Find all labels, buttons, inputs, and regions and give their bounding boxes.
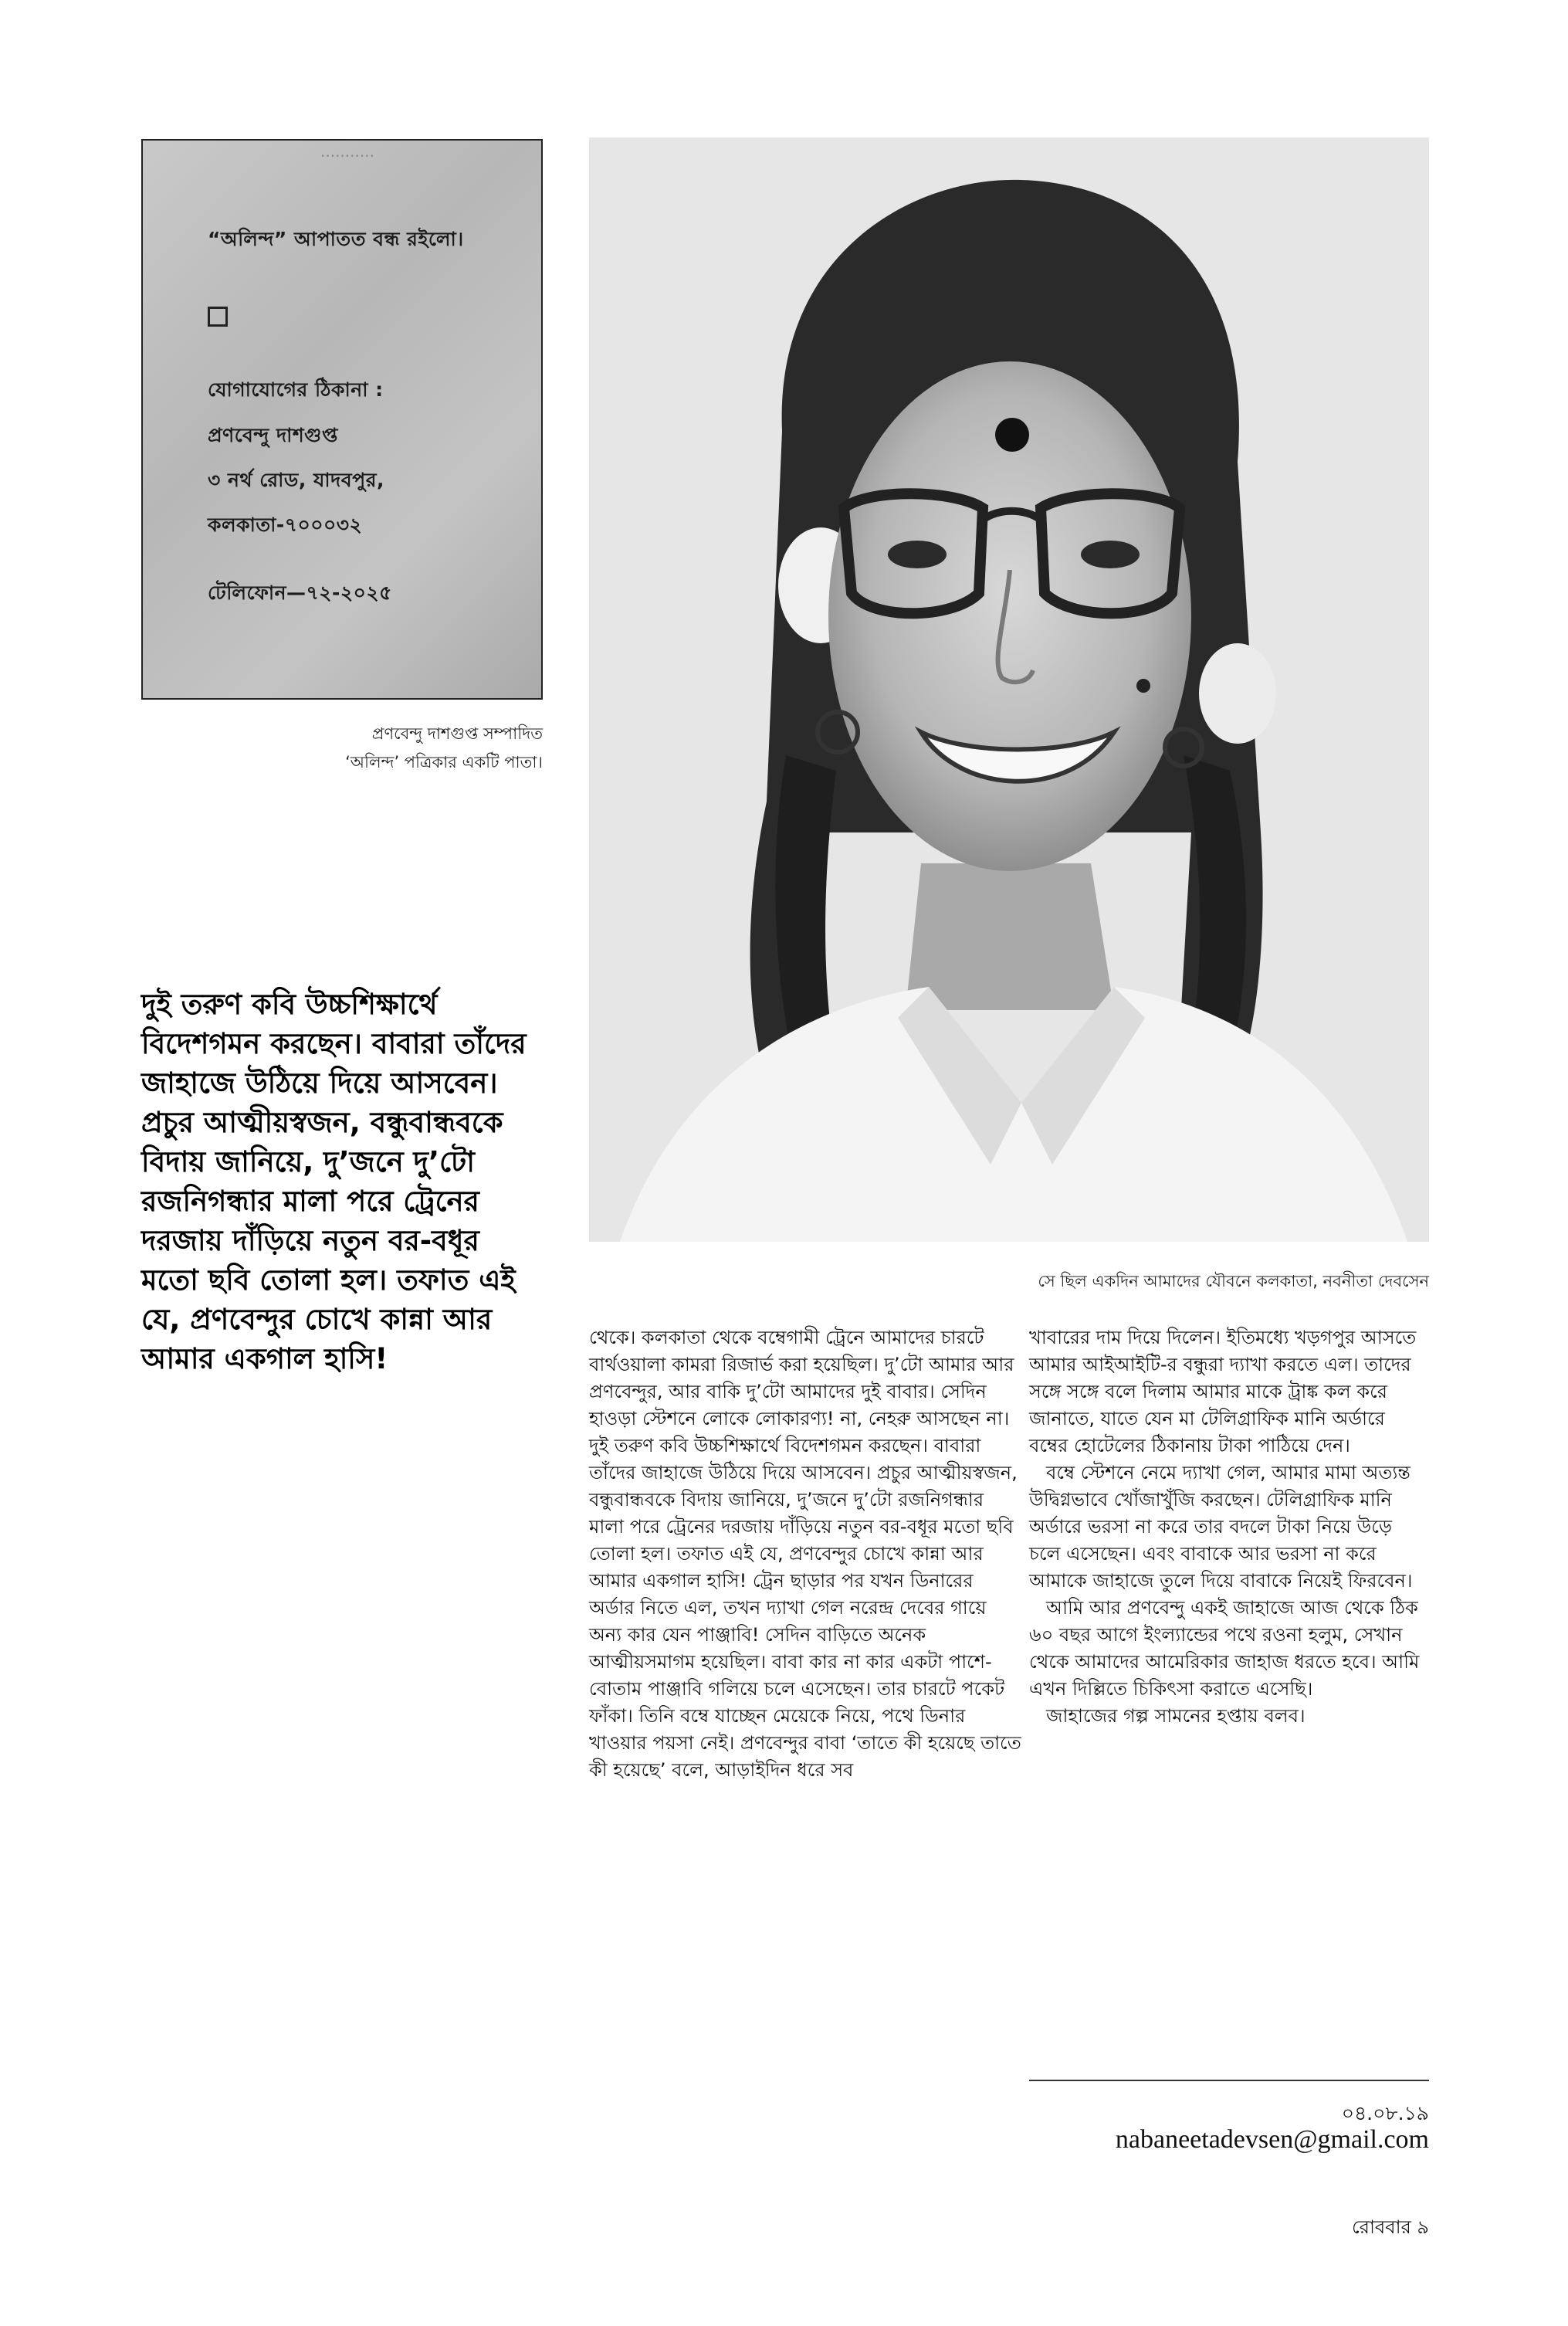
column-2-paragraph-3: আমি আর প্রণবেন্দু একই জাহাজে আজ থেকে ঠিক ৬০ বছর আগে ইংল্যান্ডের পথে রওনা হলুম, সেখান থেকে আমাদের আমেরিকার জাহাজ ধরতে হবে। আমি এখন দিল্লিতে চিকিৎসা করাতে এসেছি। <box>1029 1597 1420 1700</box>
portrait-caption: সে ছিল একদিন আমাদের যৌবনে কলকাতা, নবনীতা দেবসেন <box>1038 1272 1429 1290</box>
clipping-caption-line-2: ‘অলিন্দ’ পত্রিকার একটি পাতা। <box>345 753 543 771</box>
closing-rule <box>1029 2080 1429 2081</box>
clipping-line-2: যোগাযোগের ঠিকানা : <box>208 378 384 401</box>
portrait-illustration <box>589 137 1429 1242</box>
portrait-photo <box>589 137 1429 1242</box>
clipping-faint-text: ··········· <box>320 147 374 165</box>
clipping-caption-line-1: প্রণবেন্দু দাশগুপ্ত সম্পাদিত <box>371 724 543 743</box>
clipping-line-5: কলকাতা-৭০০০৩২ <box>208 514 363 536</box>
author-email[interactable]: nabaneetadevsen@gmail.com <box>1115 2125 1429 2154</box>
column-2-paragraph-2: বম্বে স্টেশনে নেমে দ্যাখা গেল, আমার মামা অত্যন্ত উদ্বিগ্নভাবে খোঁজাখুঁজি করছেন। টেলিগ্রাফিক মানি অর্ডারে ভরসা না করে তার বদলে টাকা নিয়ে উড়ে চলে এসেছেন। এবং বাবাকে আর ভরসা না করে আমাকে জাহাজে তুলে দিয়ে বাবাকে নিয়েই ফিরবেন। <box>1029 1462 1413 1592</box>
article-column-1 <box>589 1324 1021 1784</box>
clipping-line-6: টেলিফোন—৭২-২০২৫ <box>208 582 392 604</box>
clipping-photo <box>141 139 543 700</box>
clipping-caption <box>141 720 543 777</box>
column-1-paragraph-1: থেকে। কলকাতা থেকে বম্বেগামী ট্রেনে আমাদের চারটে বার্থওয়ালা কামরা রিজার্ভ করা হয়েছিল। দু’টো আমার আর প্রণবেন্দুর, আর বাকি দু’টো আমাদের দুই বাবার। সেদিন হাওড়া স্টেশনে লোকে লোকারণ্য! না, নেহরু আসছেন না। দুই তরুণ কবি উচ্চশিক্ষার্থে বিদেশগমন করছেন। বাবারা তাঁদের জাহাজে উঠিয়ে দিয়ে আসবেন। প্রচুর আত্মীয়স্বজন, বন্ধুবান্ধবকে বিদায় জানিয়ে, দু’জনে দু’টো রজনিগন্ধার মালা পরে ট্রেনের দরজায় দাঁড়িয়ে নতুন বর-বধূর মতো ছবি তোলা হল। তফাত এই যে, প্রণবেন্দুর চোখে কান্না আর আমার একগাল হাসি! ট্রেন ছাড়ার পর যখন ডিনারের অর্ডার নিতে এল, তখন দ্যাখা গেল নরেন্দ্র দেবের গায়ে অন্য কার যেন পাঞ্জাবি! সেদিন বাড়িতে অনেক আত্মীয়সমাগম হয়েছিল। বাবা কার না কার একটা পাশে-বোতাম পাঞ্জাবি গলিয়ে চলে এসেছেন। তার চারটে পকেট ফাঁকা। তিনি বম্বে যাচ্ছেন মেয়েকে নিয়ে, পথে ডিনার খাওয়ার পয়সা নেই। প্রণবেন্দুর বাবা ‘তাতে কী হয়েছে তাতে কী হয়েছে’ বলে, আড়াইদিন ধরে সব <box>589 1327 1021 1781</box>
pull-quote: দুই তরুণ কবি উচ্চশিক্ষার্থে বিদেশগমন করছেন। বাবারা তাঁদের জাহাজে উঠিয়ে দিয়ে আসবেন। প্রচুর আত্মীয়স্বজন, বন্ধুবান্ধবকে বিদায় জানিয়ে, দু’জনে দু’টো রজনিগন্ধার মালা পরে ট্রেনের দরজায় দাঁড়িয়ে নতুন বর-বধূর মতো ছবি তোলা হল। তফাত এই যে, প্রণবেন্দুর চোখে কান্না আর আমার একগাল হাসি! <box>141 988 527 1375</box>
article-column-2 <box>1029 1324 1429 1730</box>
page-folio: রোববার ৯ <box>1352 2216 1429 2238</box>
clipping-line-4: ৩ নর্থ রোড, যাদবপুর, <box>208 469 384 491</box>
clipping-line-1: “অলিন্দ” আপাতত বন্ধ রইলো। <box>208 228 464 250</box>
clipping-checkbox-mark <box>208 307 228 327</box>
clipping-line-3: প্রণবেন্দু দাশগুপ্ত <box>208 424 338 446</box>
column-2-paragraph-1: খাবারের দাম দিয়ে দিলেন। ইতিমধ্যে খড়গপুর আসতে আমার আইআইটি-র বন্ধুরা দ্যাখা করতে এল। তাদের সঙ্গে সঙ্গে বলে দিলাম আমার মাকে ট্রাঙ্ক কল করে জানাতে, যাতে যেন মা টেলিগ্রাফিক মানি অর্ডারে বম্বের হোটেলের ঠিকানায় টাকা পাঠিয়ে দেন। <box>1029 1327 1417 1456</box>
article-date: ০৪.০৮.১৯ <box>1341 2102 1429 2124</box>
column-2-paragraph-4: জাহাজের গল্প সামনের হপ্তায় বলব। <box>1046 1705 1306 1727</box>
